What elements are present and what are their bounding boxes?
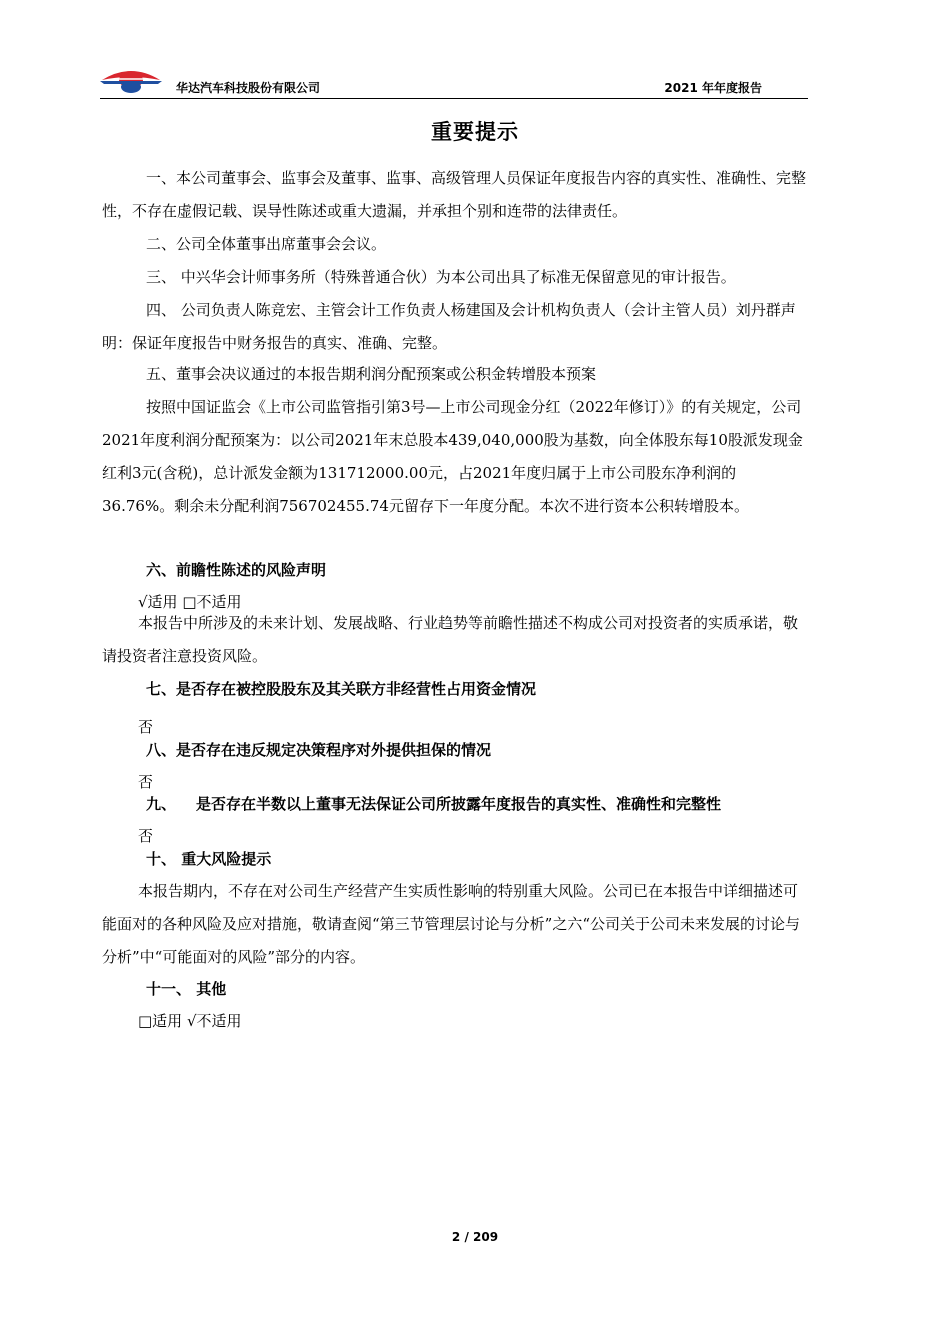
section-5-heading: 五、董事会决议通过的本报告期利润分配预案或公积金转增股本预案 — [146, 365, 597, 383]
section-11-heading: 十一、 其他 — [146, 980, 227, 998]
section-9-answer: 否 — [138, 827, 154, 845]
paragraph-3: 三、 中兴华会计师事务所（特殊普通合伙）为本公司出具了标准无保留意见的审计报告。 — [146, 268, 736, 286]
company-logo-icon — [100, 66, 162, 94]
section-6-option: √适用 □不适用 — [138, 593, 242, 611]
paragraph-1: 一、本公司董事会、监事会及董事、监事、高级管理人员保证年度报告内容的真实性、准确性、完整性，不存在虚假记载、误导性陈述或重大遗漏，并承担个别和连带的法律责任。 — [102, 169, 807, 220]
section-9-heading — [146, 788, 808, 821]
page-header — [100, 66, 808, 99]
page-number: 2 / 209 — [451, 1230, 499, 1244]
company-name: 华达汽车科技股份有限公司 — [176, 81, 321, 95]
section-9-text: 是否存在半数以上董事无法保证公司所披露年度报告的真实性、准确性和完整性 — [196, 795, 722, 813]
section-6-body: 本报告中所涉及的未来计划、发展战略、行业趋势等前瞻性描述不构成公司对投资者的实质承诺，敬请投资者注意投资风险。 — [102, 614, 799, 665]
section-10-heading: 十、 重大风险提示 — [146, 850, 272, 868]
report-title: 2021 年年度报告 — [664, 81, 762, 95]
paragraph-4: 四、 公司负责人陈竞宏、主管会计工作负责人杨建国及会计机构负责人（会计主管人员）刘丹群声明：保证年度报告中财务报告的真实、准确、完整。 — [102, 301, 796, 352]
section-5-body: 按照中国证监会《上市公司监管指引第3号—上市公司现金分红（2022年修订）》的有关规定，公司2021年度利润分配预案为：以公司2021年末总股本439,040,000股为基数，向全体股东每10股派发现金红利3元(含税)，总计派发金额为131712000.00元，占2021年度归属于上市公司股东净利润的36.76%。剩余未分配利润756702455.74元留存下一年度分配。本次不进行资本公积转增股本。 — [102, 398, 803, 515]
section-8-heading: 八、是否存在违反规定决策程序对外提供担保的情况 — [146, 741, 492, 759]
section-7-heading: 七、是否存在被控股股东及其关联方非经营性占用资金情况 — [146, 680, 537, 698]
section-10-body: 本报告期内，不存在对公司生产经营产生实质性影响的特别重大风险。公司已在本报告中详细描述可能面对的各种风险及应对措施，敬请查阅“第三节管理层讨论与分析”之六“公司关于公司未来发展的讨论与分析”中“可能面对的风险”部分的内容。 — [102, 882, 801, 966]
page-title: 重要提示 — [431, 120, 519, 144]
section-8-answer: 否 — [138, 773, 154, 791]
section-6-heading: 六、前瞻性陈述的风险声明 — [146, 561, 327, 579]
section-11-option: □适用 √不适用 — [138, 1012, 242, 1030]
section-9-number: 九、 — [146, 795, 177, 813]
section-7-answer: 否 — [138, 718, 154, 736]
paragraph-2: 二、公司全体董事出席董事会会议。 — [146, 235, 387, 253]
